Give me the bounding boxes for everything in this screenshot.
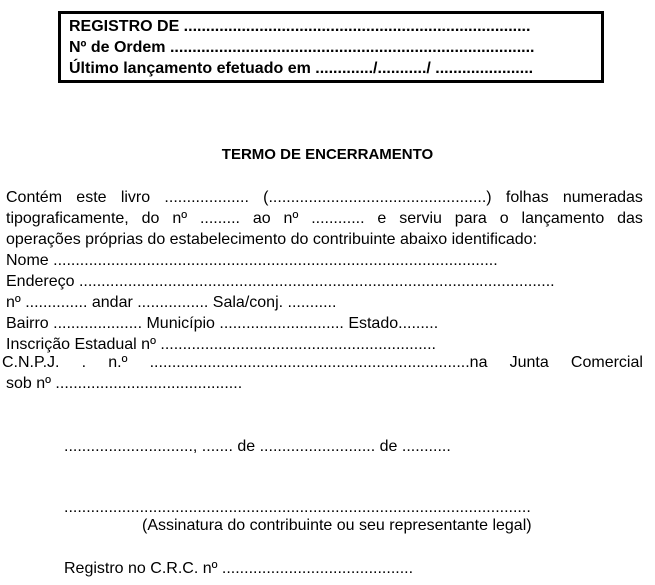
header-box — [58, 11, 604, 83]
para1-line1: Contém este livro ................... (.................................................) folhas numeradas — [6, 189, 643, 206]
bairro-line: Bairro .................... Município ............................ Estado......... — [6, 315, 439, 332]
sob-numero-line: sob nº .......................................... — [6, 375, 243, 392]
date-line: ............................., ....... de .......................... de ........... — [64, 438, 451, 455]
crc-registration-line: Registro no C.R.C. nº ........................................... — [64, 560, 414, 577]
endereco-line: Endereço ........................................................................................................... — [6, 273, 555, 290]
ultimo-lancamento-line: Último lançamento efetuado em ............./.........../ ...................... — [69, 60, 534, 77]
registro-de-line: REGISTRO DE .............................................................................. — [69, 18, 531, 35]
para1-line2: tipograficamente, do nº ......... ao nº ............ e serviu para o lançamento das — [6, 210, 643, 227]
document-title: TERMO DE ENCERRAMENTO — [221, 146, 434, 163]
para1-line3: operações próprias do estabelecimento do contribuinte abaixo identificado: — [6, 231, 538, 248]
signature-line: ......................................................................................................... — [64, 499, 531, 516]
cnpj-line: C.N.P.J. . n.º ........................................................................na Junta Comercial — [2, 354, 643, 371]
signature-caption: (Assinatura do contribuinte ou seu representante legal) — [142, 517, 532, 534]
numero-ordem-line: Nº de Ordem .................................................................................. — [69, 39, 535, 56]
nome-line: Nome .................................................................................................... — [6, 252, 498, 269]
inscricao-estadual-line: Inscrição Estadual nº .............................................................. — [6, 336, 436, 353]
numero-andar-line: nº .............. andar ................ Sala/conj. ........... — [6, 294, 337, 311]
